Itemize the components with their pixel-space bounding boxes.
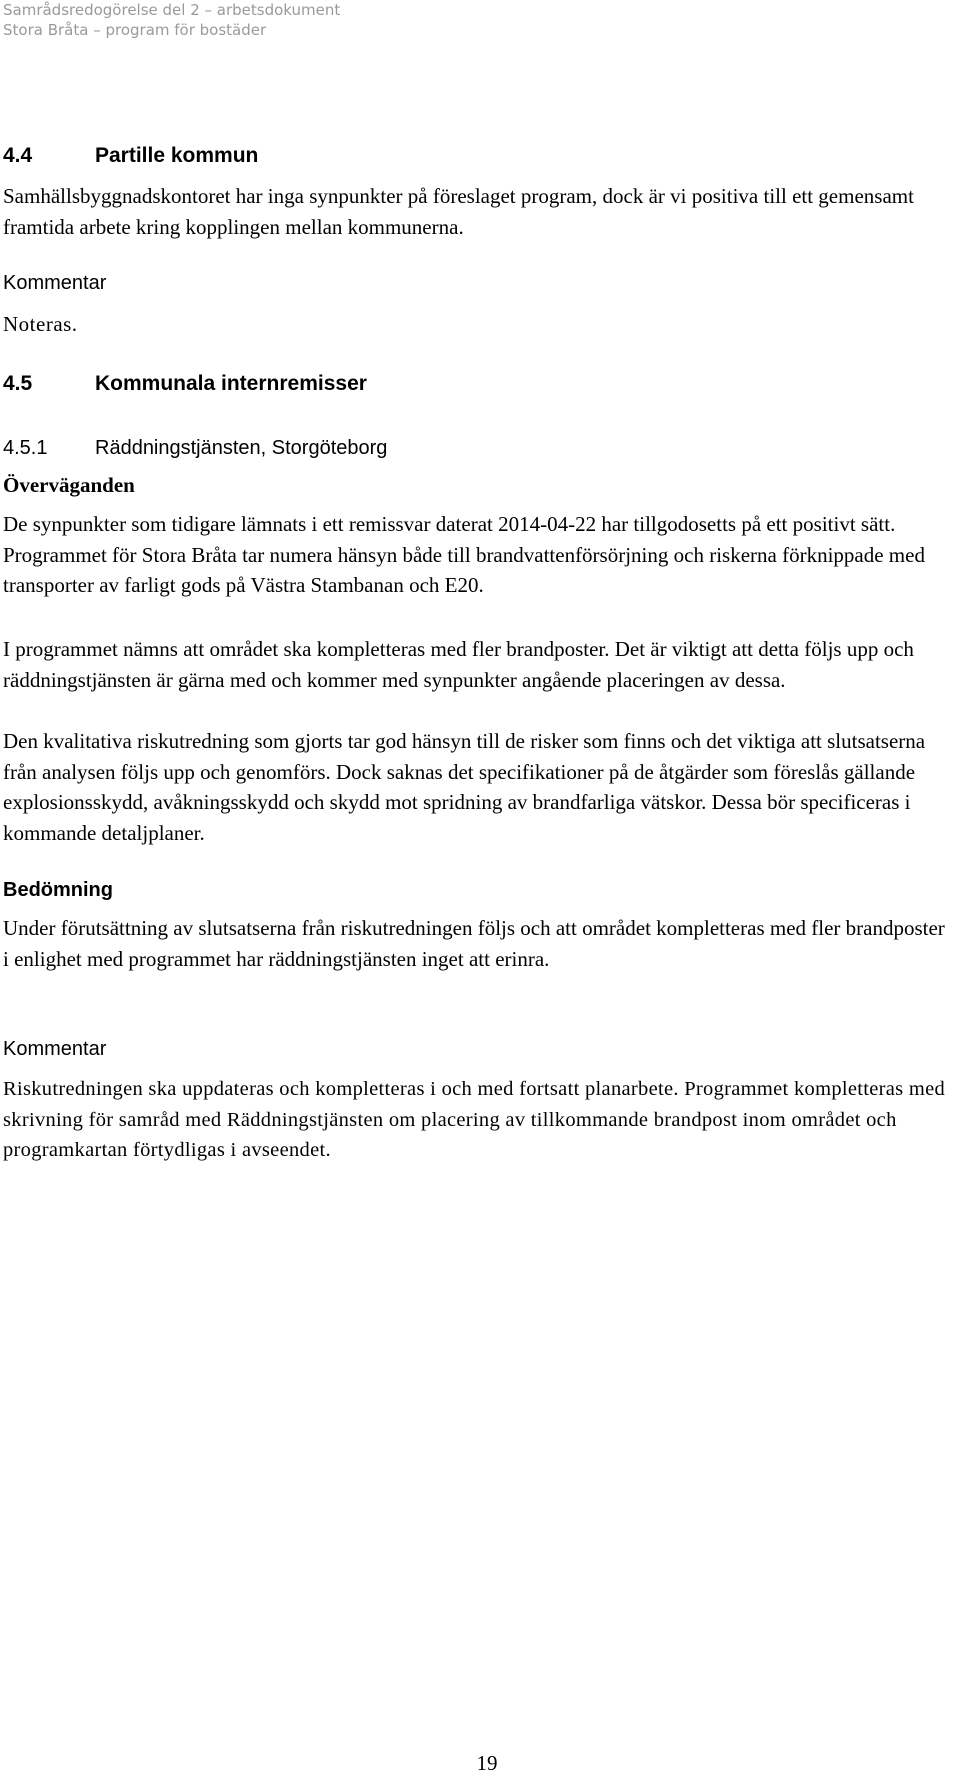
header-document-title: Samrådsredogörelse del 2 – arbetsdokument: [3, 1, 341, 19]
assessment-label: Bedömning: [3, 879, 113, 901]
heading-4-5-1: [3, 435, 387, 461]
considerations-paragraph-1: De synpunkter som tidigare lämnats i ett remissvar daterat 2014-04-22 har tillgodosetts på ett positivt sätt. Programmet för Stora Bråta tar numera hänsyn både till brandvattenförsörjning och riskerna förknippade med transporter av farligt gods på Västra Stambanan och E20.: [3, 512, 925, 597]
comment-label-4-5-1: Kommentar: [3, 1038, 107, 1060]
page-number: 19: [476, 1751, 498, 1775]
considerations-paragraph-2: I programmet nämns att området ska kompletteras med fler brandposter. Det är viktigt att detta följs upp och räddningstjänsten är gärna med och kommer med synpunkter angående placeringen av dessa.: [3, 637, 914, 692]
heading-title: Kommunala internremisser: [95, 372, 367, 395]
page-header: [3, 0, 340, 40]
heading-4-5: [3, 371, 367, 397]
comment-label-4-4: Kommentar: [3, 272, 107, 294]
heading-title: Partille kommun: [95, 144, 259, 167]
heading-number: 4.5.1: [3, 437, 48, 459]
heading-title: Räddningstjänsten, Storgöteborg: [95, 437, 388, 459]
heading-4-4: [3, 143, 258, 169]
considerations-paragraph-3: Den kvalitativa riskutredning som gjorts tar god hänsyn till de risker som finns och det viktiga att slutsatserna från analysen följs upp och genomförs. Dock saknas det specifikationer på de åtgärder som föreslås gällande explosionsskydd, avåkningsskydd och skydd mot spridning av brandfarliga vätskor. Dessa bör specificeras i kommande detaljplaner.: [3, 729, 926, 845]
considerations-label: Överväganden: [3, 473, 135, 497]
comment-text-4-5-1: Riskutredningen ska uppdateras och kompletteras i och med fortsatt planarbete. Programmet kompletteras med skrivning för samråd med Räddningstjänsten om placering av tillkommande brandpost inom området och programkartan förtydligas i avseendet.: [3, 1078, 946, 1161]
assessment-paragraph: Under förutsättning av slutsatserna från riskutredningen följs och att området kompletteras med fler brandposter i enlighet med programmet har räddningstjänsten inget att erinra.: [3, 916, 945, 971]
heading-number: 4.5: [3, 372, 33, 395]
comment-text-4-4: Noteras.: [3, 312, 78, 336]
header-program-title: Stora Bråta – program för bostäder: [3, 21, 267, 39]
partille-paragraph: Samhällsbyggnadskontoret har inga synpunkter på föreslaget program, dock är vi positiva till ett gemensamt framtida arbete kring kopplingen mellan kommunerna.: [3, 184, 914, 239]
heading-number: 4.4: [3, 144, 33, 167]
